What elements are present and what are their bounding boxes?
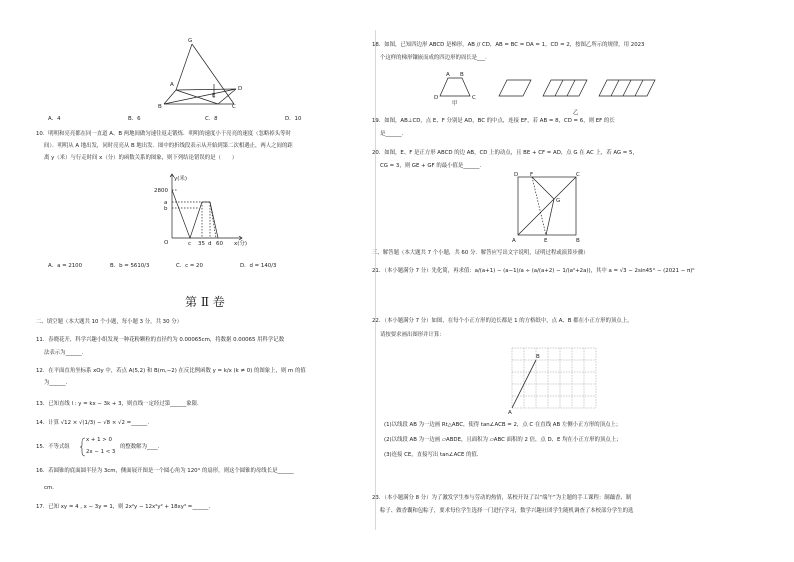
q14-text: 14．计算 √12 × √(1/3) − √8 × √2 =______. — [36, 420, 150, 426]
label-60: 60 — [216, 241, 223, 247]
q9-option-b: B．6 — [128, 116, 141, 122]
label-yi: 乙 — [573, 110, 579, 116]
label-b: B — [536, 354, 540, 360]
label-y-axis: y(米) — [174, 176, 188, 182]
label-g: G — [556, 198, 561, 204]
q19-line-1: 19．如图，AB⊥CD，点 E、F 分别是 AD，BC 的中点，连接 EF，若 AB = 8，CD = 6，则 EF 的长 — [372, 118, 615, 124]
q22-sub-1: (1)以线段 AB 为一边画 Rt△ABC，使得 tan∠ACB = 2，点 C 在直线 AB 左侧小正方形的顶点上； — [384, 422, 622, 428]
label-35: 35 — [198, 241, 205, 247]
q18-line-1: 18．如图，已知四边形 ABCD 是梯形，AB // CD，AB = BC = DA = 1，CD = 2，按图乙所示的规律，用 2023 — [372, 42, 645, 48]
label-b: B — [158, 104, 162, 110]
q13-text: 13．已知直线 l : y = kx − 3k + 3，则直线一定经过第______象限. — [36, 401, 199, 407]
q20-line-1: 20．如图，E、F 是正方形 ABCD 的边 AB，CD 上的动点，且 BE + CF = AD，点 G 在 AC 上，若 AG = 5， — [372, 150, 638, 156]
label-a: A — [512, 238, 516, 244]
label-b-value: b — [164, 206, 168, 212]
q20-line-2: CG = 3，则 GE + GF 的最小值是______. — [380, 163, 482, 169]
q15-inequality-1: x + 1 > 0 — [86, 437, 112, 443]
q10-line-1: 10．明明和亮亮都在同一直道 A、B 两地间做匀速往返走锻炼．明明的速度小于亮亮的速度（忽略掉头等时 — [36, 131, 291, 137]
section3-header: 三、解答题（本大题共 7 个小题，共 60 分．解答应写出文字说明，证明过程或演算步骤） — [372, 250, 589, 256]
q9-option-d: D．10 — [285, 116, 302, 122]
q17-text: 17．已知 xy = 4 , x − 3y = 1，则 2x²y − 12x²y² + 18xy³ =______. — [36, 504, 211, 510]
label-2800: 2800 — [154, 188, 168, 194]
q10-line-2: 间）．明明从 A 地出发，同时亮亮从 B 地出发．图中的折线段表示从开始到第二次相遇止，两人之间的距 — [44, 143, 293, 149]
label-a: A — [170, 82, 174, 88]
q18-line-2: 个这样的梯形镶嵌而成的四边形的周长是___. — [380, 55, 487, 61]
figure-trapezoid-tiling-yi — [495, 76, 665, 118]
q10-line-3: 离 y（米）与行走时间 x（分）的函数关系的图象，则下列结论错误的是（ ） — [44, 155, 238, 161]
label-b: B — [576, 238, 580, 244]
label-b: B — [460, 72, 464, 78]
label-d: D — [434, 95, 439, 101]
figure-square-abcd — [512, 172, 584, 244]
figure-trapezoid-jia — [430, 70, 490, 106]
label-a: A — [446, 72, 450, 78]
q10-option-d: D．d = 140/3 — [240, 263, 277, 269]
label-d: D — [238, 86, 243, 92]
label-c: C — [472, 95, 476, 101]
label-a-value: a — [164, 200, 168, 206]
q10-option-c: C．c = 20 — [176, 263, 203, 269]
label-c: C — [576, 172, 580, 178]
figure-triangle-geg — [158, 34, 248, 114]
q9-option-a: A．4 — [48, 116, 61, 122]
label-c: C — [232, 104, 236, 110]
label-e: E — [212, 93, 216, 99]
q15-suffix: 的整数解为____. — [120, 444, 160, 450]
figure-distance-time-graph — [150, 172, 260, 254]
q11-line-2: 法表示为______. — [44, 350, 84, 356]
q11-line-1: 11．春晓花开，科学兴趣小组发现一种花粉颗粒的直径约为 0.00065cm，将数据 0.00065 用科学记数 — [36, 337, 285, 343]
section-title: 第 Ⅱ 卷 — [185, 295, 225, 309]
label-origin: O — [164, 240, 169, 246]
label-d-value: d — [208, 241, 212, 247]
figure-square-grid — [508, 348, 608, 416]
q19-line-2: 是______. — [380, 131, 404, 137]
q15-prefix: 15．不等式组 — [36, 444, 70, 450]
q22-sub-2: (2)以线段 AB 为一边画 ▱ABDE，且面积为 ▱ABC 面积的 2 倍，点 D、E 均在小正方形的顶点上； — [384, 437, 622, 443]
q23-line-1: 23．（本小题满分 8 分）为了激发学生参与劳动的热情，某校开设了以“端午”为主题的手工课程：制藕香、制 — [372, 495, 632, 501]
q21-text: 21．（本小题满分 7 分）先化简，再求值：a/(a+1) − (a−1)/a ÷ (a/(a+2) − 1/(a²+2a))，其中 a = √3 − 2sin45° − (2021 − π)⁰ — [372, 268, 695, 274]
label-a: A — [508, 410, 512, 416]
q23-line-2: 粽子、做香囊和包粽子，要求每位学生选择一门进行学习，数学兴趣社团学生随机调查了本校部分学生的选 — [380, 508, 634, 514]
q10-option-a: A．a = 2100 — [48, 263, 83, 269]
section2-header: 二、填空题（本大题共 10 个小题，每小题 3 分，共 30 分） — [36, 319, 183, 325]
column-divider — [375, 30, 376, 530]
q22-line-1: 22．（本小题满分 7 分）如图，在每个小正方形的边长都是 1 的方格纸中，点 A、B 都在小正方形的顶点上， — [372, 318, 633, 324]
q22-sub-3: (3)连接 CE，直接写出 tan∠ACE 的值. — [384, 452, 479, 458]
q15-inequality-2: 2x − 1 < 3 — [86, 449, 116, 455]
label-x-axis: x(分) — [234, 241, 248, 247]
label-e: E — [544, 238, 548, 244]
label-f: F — [530, 172, 534, 178]
q22-line-2: 请按要求画出图形并计算： — [380, 332, 445, 338]
q12-end: 为______. — [44, 380, 68, 386]
label-g: G — [188, 38, 193, 44]
label-c-value: c — [188, 241, 192, 247]
q10-option-b: B．b = 5610/3 — [110, 263, 150, 269]
q9-option-c: C．8 — [205, 116, 218, 122]
q16-line-2: cm. — [44, 485, 54, 491]
label-d: D — [514, 172, 519, 178]
q12-text: 12．在平面直角坐标系 xOy 中，若点 A(5,2) 和 B(m,−2) 在反比例函数 y = k/x (k ≠ 0) 的图象上，则 m 的值 — [36, 368, 306, 374]
label-jia: 甲 — [452, 101, 458, 107]
q16-line-1: 16．若圆锥的底面圆半径为 3cm，侧面展开图是一个圆心角为 120° 的扇形，则这个圆锥的母线长是______ — [36, 468, 294, 474]
